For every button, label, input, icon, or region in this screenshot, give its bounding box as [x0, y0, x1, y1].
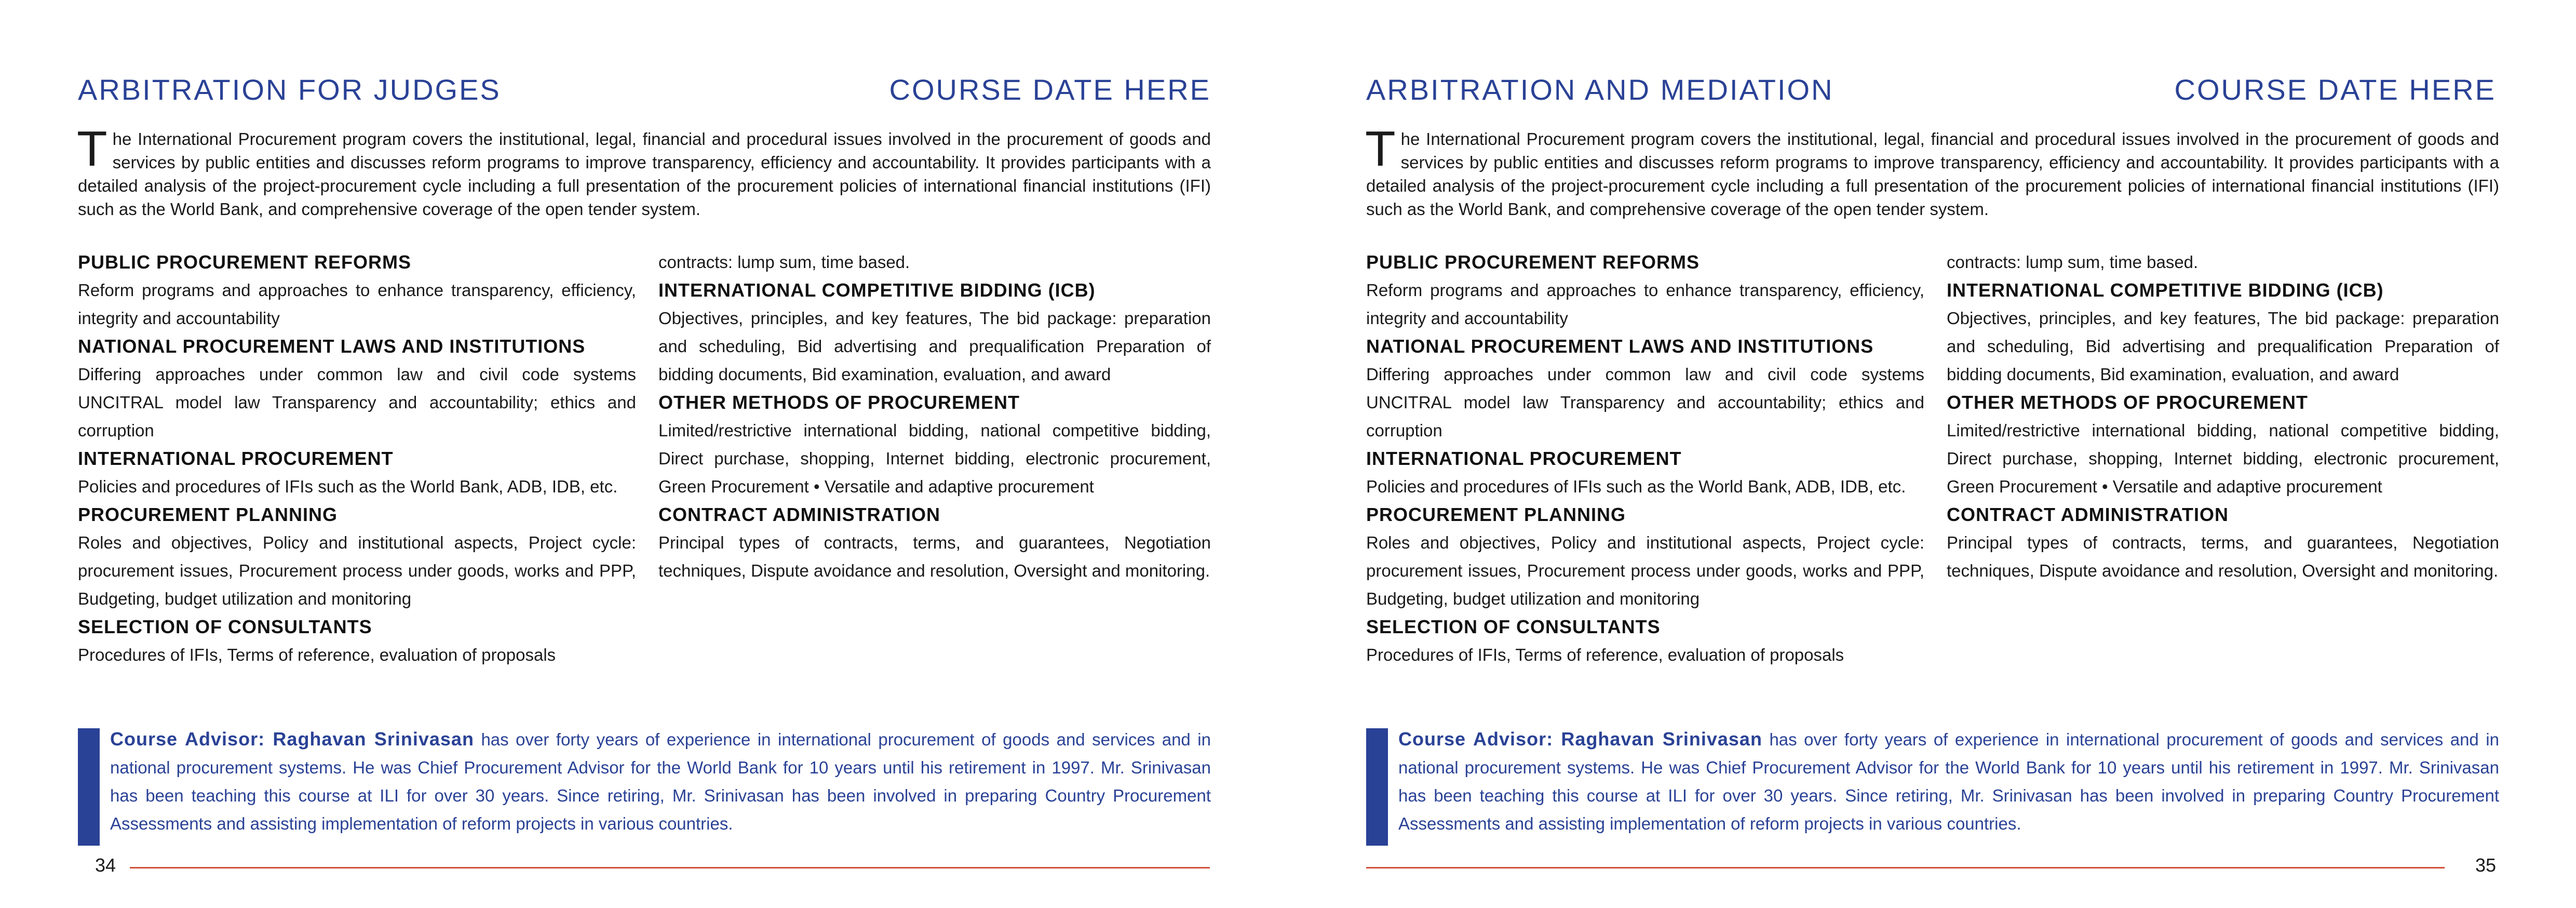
section-text: Limited/restrictive international bidding, national competitive bidding, Direct purchase, shopping, Internet bidding, electronic procurement, Green Procurement • Versatile and adaptive procurement	[1947, 421, 2499, 496]
section-heading: PUBLIC PROCUREMENT REFORMS	[1366, 251, 1700, 273]
advisor-bio: has over forty years of experience in international procurement of goods and services and in national procurement systems. He was Chief Procurement Advisor for the World Bank for 10 years until his retirement in 1997. Mr. Srinivasan has been teaching this course at ILI for over 30 years. Since retiring, Mr. Srinivasan has been involved in preparing Country Procurement Assessments and assisting implementation of reform projects in various countries.	[110, 730, 1211, 833]
page-number: 35	[2475, 854, 2496, 876]
drop-cap: T	[1365, 121, 1396, 177]
section-text: Roles and objectives, Policy and institutional aspects, Project cycle: procurement issues, Procurement process under goods, works and PPP, Budgeting, budget utilization and monitoring	[78, 533, 636, 608]
section-text: Reform programs and approaches to enhance transparency, efficiency, integrity and accountability	[78, 281, 636, 328]
section-text: Policies and procedures of IFIs such as the World Bank, ADB, IDB, etc.	[1366, 477, 1906, 496]
section-heading: INTERNATIONAL COMPETITIVE BIDDING (ICB)	[1947, 279, 2384, 301]
section-heading: NATIONAL PROCUREMENT LAWS AND INSTITUTIONS	[78, 336, 586, 357]
intro-paragraph	[1365, 121, 2499, 221]
section-text: Procedures of IFIs, Terms of reference, evaluation of proposals	[1366, 645, 1844, 664]
intro-text: he International Procurement program covers the institutional, legal, financial and procedural issues involved in the procurement of goods and services by public entities and discusses reform programs to improve transparency, efficiency and accountability. It provides participants with a detailed analysis of the project-procurement cycle including a full presentation of the procurement policies of international financial institutions (IFI) such as the World Bank, and comprehensive coverage of the open tender system.	[1366, 129, 2499, 219]
advisor-accent-bar	[1366, 728, 1388, 846]
section-heading: SELECTION OF CONSULTANTS	[78, 616, 372, 637]
advisor-accent-bar	[78, 728, 100, 846]
advisor-name: Course Advisor: Raghavan Srinivasan	[110, 728, 474, 750]
advisor-name: Course Advisor: Raghavan Srinivasan	[1398, 728, 1762, 750]
section-heading: PROCUREMENT PLANNING	[78, 504, 338, 525]
page-title: ARBITRATION FOR JUDGES	[78, 73, 501, 106]
footer-rule	[130, 867, 1210, 869]
course-advisor-box	[78, 725, 1211, 846]
content-column-2	[1947, 248, 2499, 585]
advisor-text	[110, 725, 1211, 838]
section-text: Principal types of contracts, terms, and guarantees, Negotiation techniques, Dispute avoidance and resolution, Oversight and monitoring.	[1947, 533, 2499, 580]
page-title: ARBITRATION AND MEDIATION	[1366, 73, 1834, 106]
course-advisor-box	[1366, 725, 2499, 846]
section-heading: SELECTION OF CONSULTANTS	[1366, 616, 1661, 637]
section-heading: OTHER METHODS OF PROCUREMENT	[658, 392, 1020, 413]
section-text: Differing approaches under common law and civil code systems UNCITRAL model law Transparency and accountability; ethics and corruption	[78, 365, 636, 440]
page-number: 34	[95, 854, 116, 876]
section-heading: CONTRACT ADMINISTRATION	[658, 504, 940, 525]
section-heading: CONTRACT ADMINISTRATION	[1947, 504, 2229, 525]
section-text: Roles and objectives, Policy and institutional aspects, Project cycle: procurement issues, Procurement process under goods, works and PPP, Budgeting, budget utilization and monitoring	[1366, 533, 1924, 608]
section-heading: INTERNATIONAL PROCUREMENT	[1366, 448, 1682, 469]
content-column-1	[1366, 248, 1924, 669]
section-text: contracts: lump sum, time based.	[1947, 252, 2199, 272]
section-heading: PUBLIC PROCUREMENT REFORMS	[78, 251, 412, 273]
section-heading: OTHER METHODS OF PROCUREMENT	[1947, 392, 2309, 413]
footer-rule	[1366, 867, 2445, 869]
course-date: COURSE DATE HERE	[2174, 73, 2496, 106]
content-column-1	[78, 248, 636, 669]
section-heading: INTERNATIONAL PROCUREMENT	[78, 448, 394, 469]
section-text: Differing approaches under common law and civil code systems UNCITRAL model law Transparency and accountability; ethics and corruption	[1366, 365, 1924, 440]
drop-cap: T	[77, 121, 107, 177]
intro-text: he International Procurement program covers the institutional, legal, financial and procedural issues involved in the procurement of goods and services by public entities and discusses reform programs to improve transparency, efficiency and accountability. It provides participants with a detailed analysis of the project-procurement cycle including a full presentation of the procurement policies of international financial institutions (IFI) such as the World Bank, and comprehensive coverage of the open tender system.	[78, 129, 1211, 219]
advisor-text	[1398, 725, 2499, 838]
course-date: COURSE DATE HERE	[889, 73, 1211, 106]
section-heading: PROCUREMENT PLANNING	[1366, 504, 1626, 525]
advisor-bio: has over forty years of experience in international procurement of goods and services and in national procurement systems. He was Chief Procurement Advisor for the World Bank for 10 years until his retirement in 1997. Mr. Srinivasan has been teaching this course at ILI for over 30 years. Since retiring, Mr. Srinivasan has been involved in preparing Country Procurement Assessments and assisting implementation of reform projects in various countries.	[1398, 730, 2499, 833]
section-text: Policies and procedures of IFIs such as the World Bank, ADB, IDB, etc.	[78, 477, 618, 496]
section-text: Objectives, principles, and key features, The bid package: preparation and scheduling, Bid advertising and prequalification Preparation of bidding documents, Bid examination, evaluation, and award	[1947, 309, 2499, 384]
section-text: Objectives, principles, and key features, The bid package: preparation and scheduling, Bid advertising and prequalification Preparation of bidding documents, Bid examination, evaluation, and award	[658, 309, 1211, 384]
section-text: contracts: lump sum, time based.	[658, 252, 910, 272]
section-heading: INTERNATIONAL COMPETITIVE BIDDING (ICB)	[658, 279, 1096, 301]
section-heading: NATIONAL PROCUREMENT LAWS AND INSTITUTIONS	[1366, 336, 1874, 357]
section-text: Procedures of IFIs, Terms of reference, evaluation of proposals	[78, 645, 556, 664]
section-text: Limited/restrictive international bidding, national competitive bidding, Direct purchase, shopping, Internet bidding, electronic procurement, Green Procurement • Versatile and adaptive procurement	[658, 421, 1211, 496]
section-text: Reform programs and approaches to enhance transparency, efficiency, integrity and accountability	[1366, 281, 1924, 328]
intro-paragraph	[77, 121, 1211, 221]
section-text: Principal types of contracts, terms, and guarantees, Negotiation techniques, Dispute avoidance and resolution, Oversight and monitoring.	[658, 533, 1211, 580]
content-column-2	[658, 248, 1211, 585]
right-page	[1288, 0, 2576, 908]
